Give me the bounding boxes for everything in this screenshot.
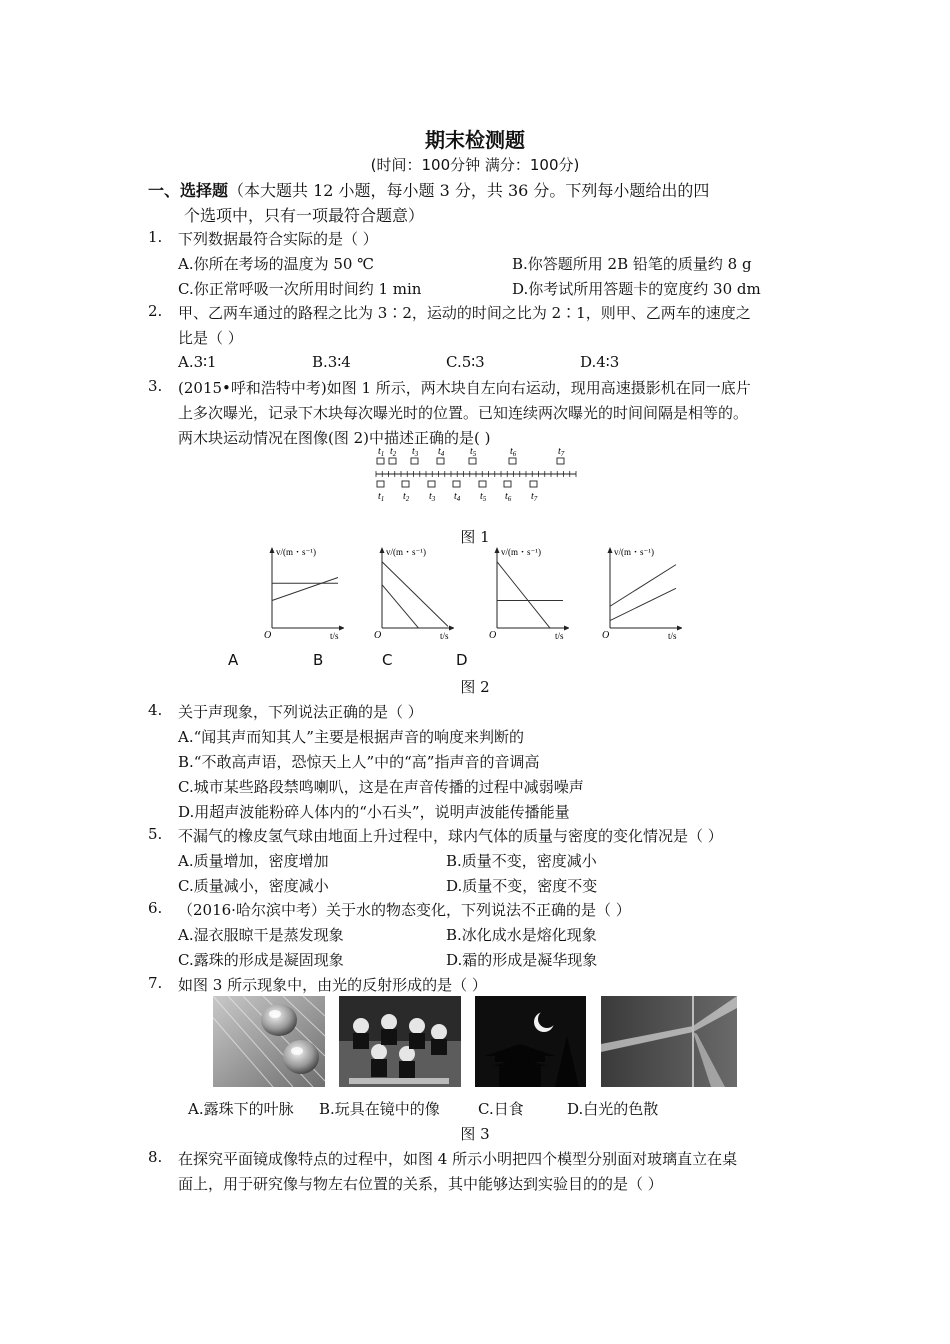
fig1-top-block: [509, 458, 516, 464]
q8-line1: 在探究平面镜成像特点的过程中，如图 4 所示小明把四个模型分别面对玻璃直立在桌: [178, 1150, 738, 1168]
q7-option-a: A.露珠下的叶脉: [188, 1100, 294, 1118]
q4-option-b: B.“不敢高声语，恐惊天上人”中的“高”指声音的音调高: [178, 753, 540, 771]
fig1-bottom-label: $t_3$: [429, 491, 436, 503]
section-label: 一、选择题: [148, 181, 229, 200]
fig1-bottom-label: $t_1$: [378, 491, 385, 503]
q1-option-a: A.你所在考场的温度为 50 ℃: [178, 255, 375, 273]
fig2-graph-b: [372, 544, 454, 640]
fig1-bottom-block: [504, 481, 511, 487]
q2-option-a: A.3∶1: [178, 353, 217, 371]
photo-light-dispersion: [601, 996, 737, 1087]
q6-option-d: D.霜的形成是凝华现象: [446, 951, 598, 969]
q1-option-d: D.你考试所用答题卡的宽度约 30 dm: [512, 280, 761, 298]
page-title: 期末检测题: [425, 128, 525, 152]
fig1-bottom-block: [428, 481, 435, 487]
fig2-option-b: B: [313, 651, 324, 669]
section-desc-line2: 个选项中，只有一项最符合题意）: [184, 206, 425, 225]
q7-option-b: B.玩具在镜中的像: [319, 1100, 440, 1118]
fig2-y-arrow: [608, 547, 613, 553]
q6-option-a: A.湿衣服晾干是蒸发现象: [178, 926, 344, 944]
fig2-graph-line: [382, 585, 418, 628]
fig2-xlabel: t/s: [440, 631, 449, 640]
figure-1-caption: 图 1: [460, 528, 490, 546]
q2-option-d: D.4∶3: [580, 353, 620, 371]
fig2-x-arrow: [449, 626, 454, 631]
fig1-top-row: [377, 446, 565, 464]
fig2-y-arrow: [380, 547, 385, 553]
q4-option-c: C.城市某些路段禁鸣喇叭，这是在声音传播的过程中减弱噪声: [178, 778, 584, 796]
figure-3-caption: 图 3: [460, 1125, 490, 1143]
q7-option-c: C.日食: [478, 1100, 524, 1118]
q8-number: 8.: [148, 1148, 163, 1166]
fig1-bottom-label: $t_4$: [454, 491, 461, 503]
fig1-top-block: [411, 458, 418, 464]
q7-stem: 如图 3 所示现象中，由光的反射形成的是（ ）: [178, 976, 487, 994]
fig2-x-arrow: [339, 626, 344, 631]
fig2-xlabel: t/s: [330, 631, 339, 640]
fig1-top-label: $t_4$: [438, 446, 445, 458]
fig2-graph-line: [610, 588, 676, 620]
q5-option-d: D.质量不变，密度不变: [446, 877, 598, 895]
q3-line2: 上多次曝光，记录下木块每次曝光时的位置。已知连续两次曝光的时间间隔是相等的。: [178, 404, 749, 422]
fig1-bottom-block: [377, 481, 384, 487]
fig1-top-label: $t_5$: [470, 446, 477, 458]
q4-number: 4.: [148, 701, 163, 719]
q5-option-c: C.质量减小，密度减小: [178, 877, 329, 895]
fig2-graph-c: [487, 544, 569, 640]
fig1-top-block: [557, 458, 564, 464]
fig2-option-d: D: [456, 651, 468, 669]
fig1-bottom-label: $t_6$: [505, 491, 512, 503]
q6-option-b: B.冰化成水是熔化现象: [446, 926, 597, 944]
fig1-top-block: [469, 458, 476, 464]
photo-dewdrop-leaf: [213, 996, 325, 1087]
photo-solar-eclipse: [475, 996, 586, 1087]
fig1-top-block: [389, 458, 396, 464]
fig2-graph-d: [600, 544, 682, 640]
q7-number: 7.: [148, 974, 163, 992]
q7-option-d: D.白光的色散: [567, 1100, 659, 1118]
q1-option-b: B.你答题所用 2B 铅笔的质量约 8 g: [512, 255, 752, 273]
q5-number: 5.: [148, 825, 163, 843]
fig1-bottom-block: [479, 481, 486, 487]
q3-line3: 两木块运动情况在图像(图 2)中描述正确的是( ): [178, 429, 491, 447]
q2-option-b: B.3∶4: [312, 353, 351, 371]
q5-stem: 不漏气的橡皮氢气球由地面上升过程中，球内气体的质量与密度的变化情况是（ ）: [178, 827, 723, 845]
fig2-graph-a: [262, 544, 344, 640]
q6-option-c: C.露珠的形成是凝固现象: [178, 951, 344, 969]
fig2-option-c: C: [382, 651, 393, 669]
fig2-graph-line: [497, 562, 550, 628]
fig2-ylabel: v/(m・s⁻¹): [386, 547, 426, 557]
fig2-ylabel: v/(m・s⁻¹): [276, 547, 316, 557]
fig2-y-arrow: [270, 547, 275, 553]
fig2-xlabel: t/s: [555, 631, 564, 640]
q1-number: 1.: [148, 228, 163, 246]
fig1-top-label: $t_2$: [390, 446, 397, 458]
fig2-origin: O: [264, 630, 272, 640]
fig1-top-label: $t_1$: [378, 446, 385, 458]
fig1-top-label: $t_3$: [412, 446, 419, 458]
fig1-bottom-label: $t_5$: [480, 491, 487, 503]
q2-number: 2.: [148, 302, 163, 320]
fig2-graph-line: [610, 565, 676, 607]
fig1-bottom-label: $t_7$: [531, 491, 538, 503]
q6-number: 6.: [148, 899, 163, 917]
section-desc-line1: （本大题共 12 小题，每小题 3 分，共 36 分。下列每小题给出的四: [228, 181, 710, 200]
figure-1-exposure-strip: [368, 444, 580, 504]
fig1-bottom-block: [402, 481, 409, 487]
q4-option-d: D.用超声波能粉碎人体内的“小石头”，说明声波能传播能量: [178, 803, 570, 821]
fig1-bottom-block: [530, 481, 537, 487]
q2-option-c: C.5∶3: [446, 353, 485, 371]
fig1-top-label: $t_6$: [510, 446, 517, 458]
fig1-top-block: [377, 458, 384, 464]
fig2-graph-line: [382, 562, 448, 627]
q6-stem: （2016·哈尔滨中考）关于水的物态变化，下列说法不正确的是（ ）: [178, 901, 631, 919]
fig1-bottom-block: [453, 481, 460, 487]
fig2-graph-line: [272, 578, 338, 601]
fig2-option-a: A: [228, 651, 239, 669]
q1-stem: 下列数据最符合实际的是（ ）: [178, 230, 378, 248]
q5-option-b: B.质量不变，密度减小: [446, 852, 597, 870]
photo-toys-mirror: [339, 996, 461, 1087]
fig2-y-arrow: [495, 547, 500, 553]
fig2-ylabel: v/(m・s⁻¹): [614, 547, 654, 557]
q1-option-c: C.你正常呼吸一次所用时间约 1 min: [178, 280, 422, 298]
q2-line1: 甲、乙两车通过的路程之比为 3∶2，运动的时间之比为 2∶1，则甲、乙两车的速度之: [178, 304, 751, 322]
q8-line2: 面上，用于研究像与物左右位置的关系，其中能够达到实验目的的是（ ）: [178, 1175, 663, 1193]
fig2-ylabel: v/(m・s⁻¹): [501, 547, 541, 557]
figure-2-caption: 图 2: [460, 678, 490, 696]
q2-line2: 比是（ ）: [178, 329, 243, 347]
fig1-bottom-row: [377, 481, 538, 503]
fig2-origin: O: [489, 630, 497, 640]
page-subtitle: (时间：100分钟 满分：100分): [370, 156, 580, 174]
fig1-bottom-label: $t_2$: [403, 491, 410, 503]
fig2-x-arrow: [564, 626, 569, 631]
fig2-xlabel: t/s: [668, 631, 677, 640]
fig1-top-block: [437, 458, 444, 464]
q4-option-a: A.“闻其声而知其人”主要是根据声音的响度来判断的: [178, 728, 524, 746]
q5-option-a: A.质量增加，密度增加: [178, 852, 329, 870]
fig1-top-label: $t_7$: [558, 446, 565, 458]
fig2-x-arrow: [677, 626, 682, 631]
q3-line1: (2015•呼和浩特中考)如图 1 所示，两木块自左向右运动，现用高速摄影机在同一底片: [178, 379, 751, 397]
section-header: [148, 178, 709, 201]
fig2-origin: O: [602, 630, 610, 640]
q4-stem: 关于声现象，下列说法正确的是（ ）: [178, 703, 423, 721]
fig2-origin: O: [374, 630, 382, 640]
q3-number: 3.: [148, 377, 163, 395]
